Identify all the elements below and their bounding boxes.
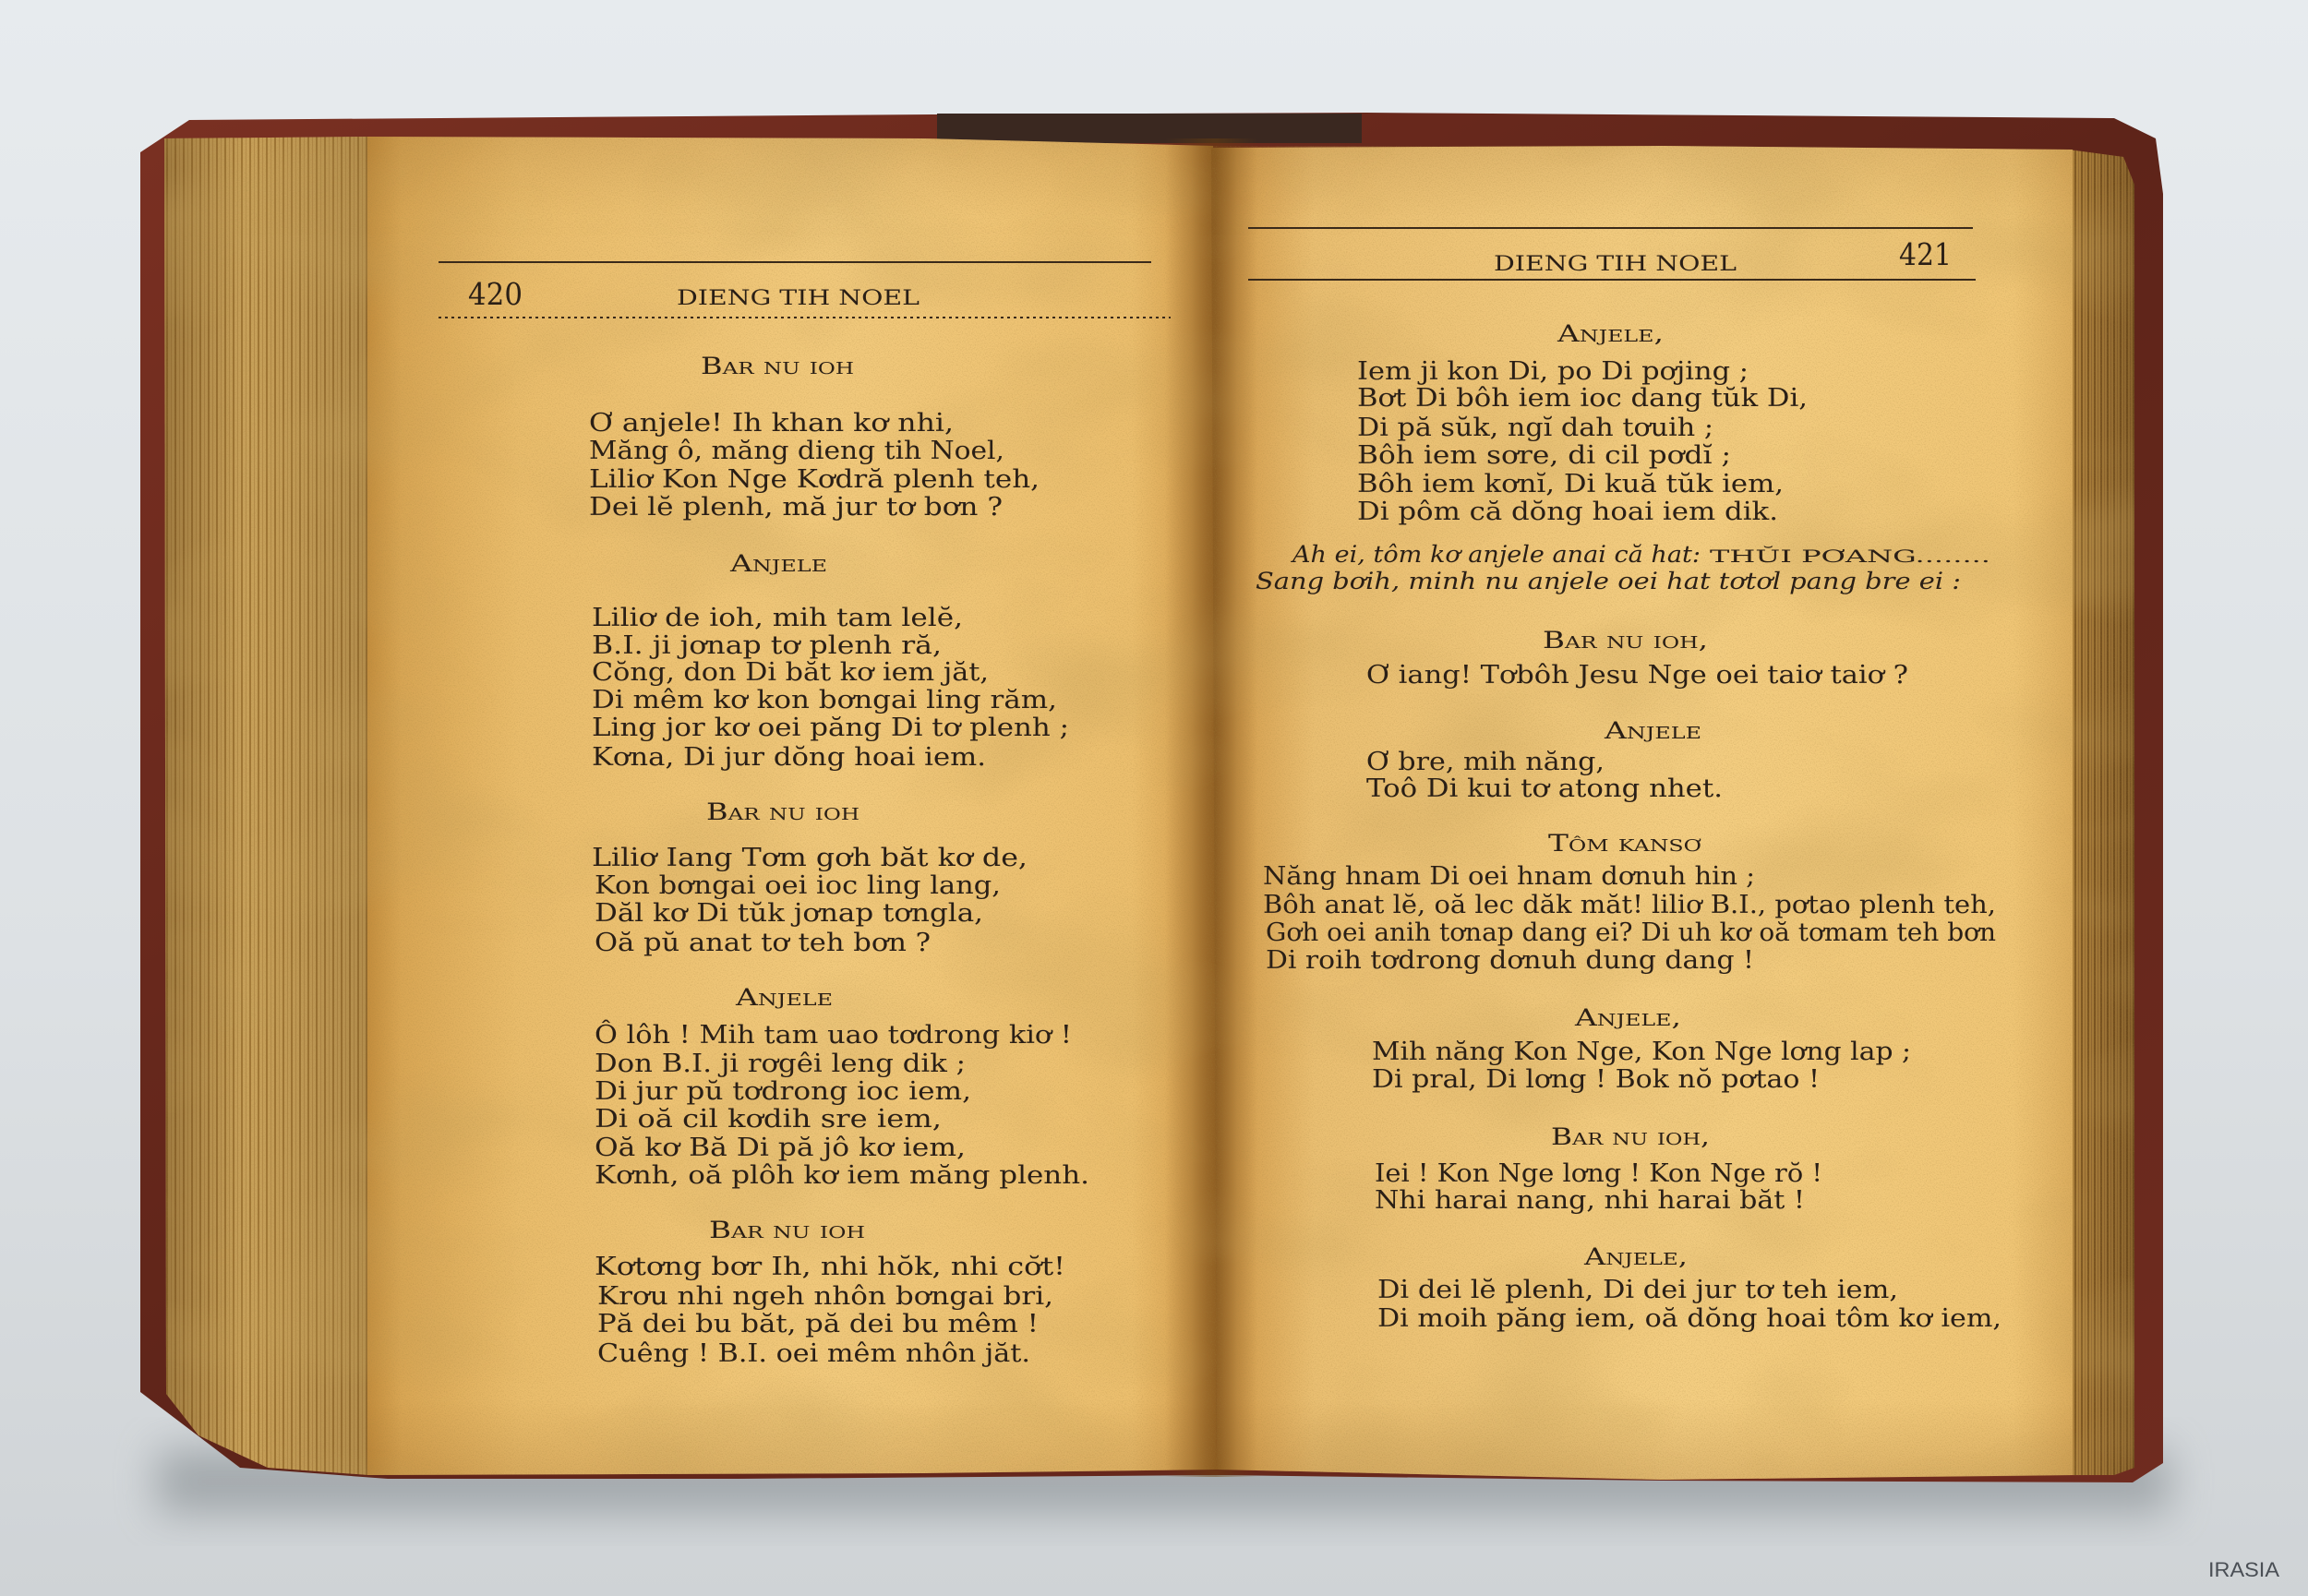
speaker-heading: Anjele, (1573, 1004, 1681, 1031)
verse-line: Di dei lĕ plenh, Di dei jur tơ teh iem, (1377, 1276, 1898, 1304)
verse-line: Di pôm că dŏng hoai iem dik. (1357, 498, 1778, 526)
verse-line: Dei lĕ plenh, mă jur tơ bơn ? (589, 493, 1003, 522)
verse-line: Di pă sŭk, ngĭ dah tơuih ; (1357, 414, 1713, 442)
verse-line: Oă kơ Bă Di pă jô kơ iem, (595, 1134, 966, 1162)
verse-line: Di pral, Di lơng ! Bok nŏ pơtao ! (1372, 1065, 1820, 1094)
verse-line: Măng ô, măng dieng tih Noel, (589, 437, 1004, 465)
verse-line: Di oă cil kơdih sre iem, (595, 1105, 942, 1134)
running-head: DIENG TIH NOEL (1494, 253, 1737, 276)
verse-line: Liliơ Kon Nge Kơdră plenh teh, (589, 465, 1040, 494)
speaker-heading: Anjele, (1582, 1243, 1688, 1270)
verse-line: Iei ! Kon Nge lơng ! Kon Nge rŏ ! (1375, 1159, 1822, 1188)
stage-direction-line: Ah ei, tôm kơ anjele anai că hat: (1290, 541, 1701, 568)
verse-line: Pă dei bu băt, pă dei bu mêm ! (597, 1310, 1039, 1338)
verse-line: Di jur pŭ tơdrong ioc iem, (595, 1077, 971, 1106)
verse-line: B.I. ji jơnap tơ plenh ră, (592, 631, 942, 660)
verse-line: Don B.I. ji rơgêi leng dik ; (595, 1050, 966, 1078)
verse-line: Cŏng, don Di băt kơ iem jăt, (592, 658, 989, 687)
running-head: DIENG TIH NOEL (677, 287, 920, 310)
verse-line: Di mêm kơ kon bơngai ling răm, (592, 686, 1057, 714)
verse-line: Toô Di kui tơ atong nhet. (1366, 774, 1723, 803)
verse-line: Mih năng Kon Nge, Kon Nge lơng lap ; (1372, 1038, 1911, 1066)
verse-line: Kơtơng bơr Ih, nhi hŏk, nhi cơ̆t! (595, 1253, 1065, 1281)
verse-line: Dăl kơ Di tŭk jơnap tơngla, (595, 899, 983, 928)
verse-line: Năng hnam Di oei hnam dơnuh hin ; (1263, 862, 1755, 891)
speaker-heading: Anjele (1603, 717, 1701, 744)
speaker-heading: Anjele (734, 984, 833, 1011)
verse-line: Bôh iem kơnĭ, Di kuă tŭk iem, (1357, 470, 1784, 498)
speaker-heading: Bar nu ioh, (1551, 1123, 1710, 1150)
verse-line: Oă pŭ anat tơ teh bơn ? (595, 929, 931, 957)
speaker-heading: Bar nu ioh (709, 1217, 865, 1243)
verse-line: Ling jor kơ oei păng Di tơ plenh ; (592, 714, 1069, 742)
verse-line: Bôh iem sơre, di cil pơdĭ ; (1357, 441, 1731, 470)
speaker-heading: Bar nu ioh, (1543, 627, 1708, 654)
verse-line: Kơna, Di jur dŏng hoai iem. (592, 743, 986, 772)
stage-direction-line: Sang bơih, minh nu anjele oei hat tơtơl pang bre ei : (1256, 568, 1961, 594)
verse-line: Nhi harai nang, nhi harai băt ! (1375, 1186, 1805, 1215)
verse-line: Ơ iang! Tơbôh Jesu Nge oei taiơ taiơ ? (1366, 661, 1908, 690)
verse-line: Liliơ Iang Tơm gơh băt kơ de, (592, 844, 1028, 872)
verse-line: Iem ji kon Di, po Di pơjing ; (1357, 357, 1749, 386)
verse-line: Kon bơngai oei ioc ling lang, (595, 871, 1001, 900)
verse-line: Bôh anat lĕ, oă lec dăk măt! liliơ B.I., pơtao plenh teh, (1263, 891, 1996, 919)
verse-line: Ô lôh ! Mih tam uao tơdrong kiơ ! (595, 1021, 1020, 1050)
verse-line: Kơnh, oă plôh kơ iem măng plenh. (595, 1161, 1089, 1190)
song-title: THŬI PƠANG........ (1710, 546, 1877, 567)
speaker-heading: Tôm kansơ (1548, 830, 1702, 857)
verse-line: Di roih tơdrong dơnuh dung dang ! (1266, 946, 1754, 975)
speaker-heading: Anjele (728, 550, 827, 577)
verse-line: Ơ anjele! Ih khan kơ nhi, (589, 409, 954, 438)
verse-line: Gơh oei anih tơnap dang ei? Di uh kơ oă tơmam teh bơn (1266, 918, 1996, 947)
spine-top (937, 114, 1362, 143)
verse-line: Bơt Di bôh iem ioc dang tŭk Di, (1357, 384, 1808, 413)
verse-line: Ơ bre, mih năng, (1366, 748, 1605, 776)
page-number: 421 (1899, 236, 1952, 272)
speaker-heading: Bar nu ioh (701, 353, 854, 379)
verse-line: Di moih păng iem, oă dŏng hoai tôm kơ iem, (1377, 1304, 2001, 1333)
speaker-heading: Anjele, (1556, 320, 1664, 347)
watermark: IRASIA (2208, 1558, 2280, 1581)
verse-line: Krơu nhi ngeh nhôn bơngai bri, (597, 1282, 1053, 1311)
verse-line: Cuêng ! B.I. oei mêm nhôn jăt. (597, 1339, 1030, 1368)
speaker-heading: Bar nu ioh (706, 798, 859, 825)
page-number: 420 (468, 276, 523, 312)
verse-line: Liliơ de ioh, mih tam lelĕ, (592, 604, 963, 632)
